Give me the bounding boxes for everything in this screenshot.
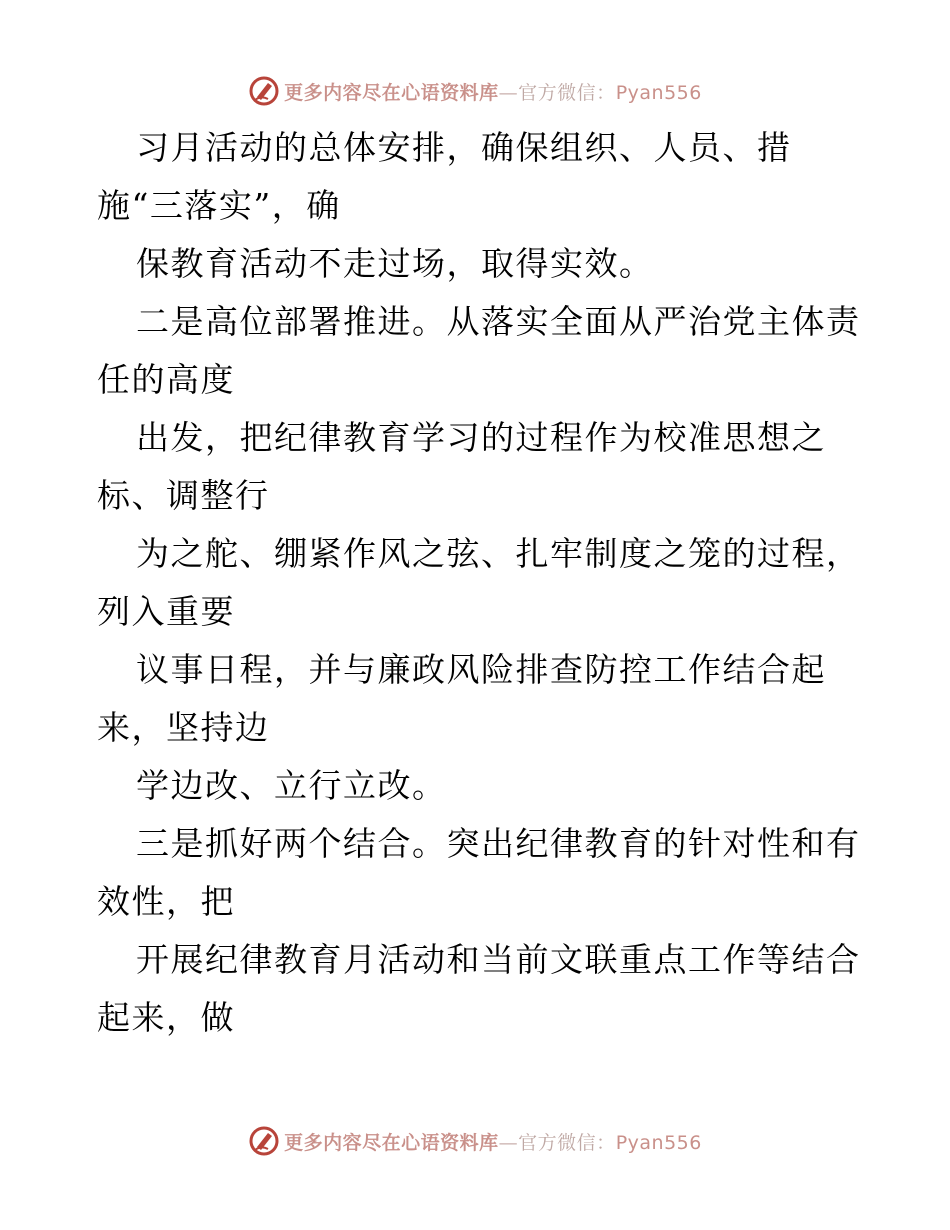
body-line: 二是高位部署推进。从落实全面从严治党主体责 [136, 302, 861, 341]
body-line: 标、调整行 [97, 476, 270, 515]
body-line: 为之舵、绷紧作风之弦、扎牢制度之笼的过程， [136, 534, 861, 573]
watermark-brand: 更多内容尽在心语资料库 [284, 1131, 499, 1154]
body-line: 出发，把纪律教育学习的过程作为校准思想之 [136, 418, 826, 457]
body-line: 起来，做 [97, 998, 235, 1037]
body-line: 议事日程，并与廉政风险排查防控工作结合起 [136, 650, 826, 689]
body-line: 开展纪律教育月活动和当前文联重点工作等结合 [136, 940, 861, 979]
body-line: 习月活动的总体安排，确保组织、人员、措 [136, 128, 792, 167]
body-line: 施“三落实”，确 [97, 186, 341, 225]
watermark-dash: — [498, 1131, 519, 1154]
body-line: 来，坚持边 [97, 708, 270, 747]
header-watermark [0, 71, 950, 111]
body-line: 保教育活动不走过场，取得实效。 [136, 244, 654, 283]
watermark-dash: — [498, 81, 519, 104]
watermark-wechat-id: Pyan556 [615, 81, 702, 104]
watermark-label: 官方微信： [518, 1131, 616, 1154]
watermark-wechat-id: Pyan556 [615, 1131, 702, 1154]
watermark-label: 官方微信： [518, 81, 616, 104]
body-line: 列入重要 [97, 592, 235, 631]
brand-logo-icon [248, 1125, 280, 1157]
body-line: 任的高度 [97, 360, 235, 399]
watermark-brand: 更多内容尽在心语资料库 [284, 81, 499, 104]
body-line: 效性，把 [97, 882, 235, 921]
brand-logo-icon [248, 75, 280, 107]
footer-watermark [0, 1121, 950, 1161]
body-line: 学边改、立行立改。 [136, 766, 447, 805]
body-line: 三是抓好两个结合。突出纪律教育的针对性和有 [136, 824, 861, 863]
